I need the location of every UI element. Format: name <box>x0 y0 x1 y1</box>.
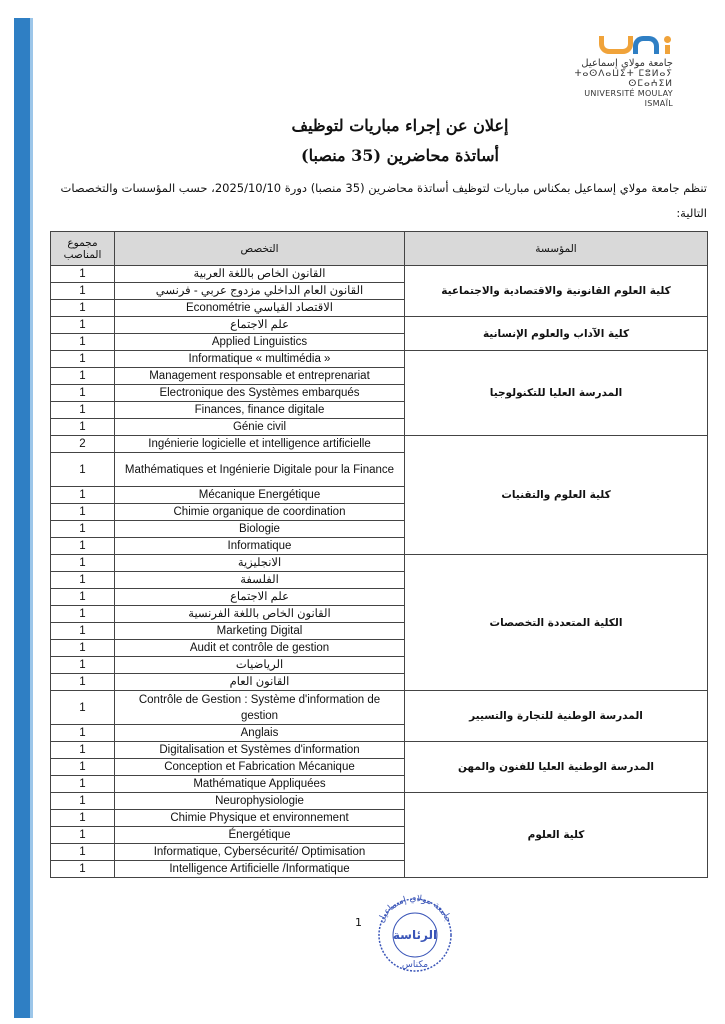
announcement-intro: تنظم جامعة مولاي إسماعيل بمكناس مباريات لتوظيف أساتذة محاضرين (35 منصبا) دورة 2025/10/10، حسب المؤسسات والتخصصات التالية: <box>60 181 707 220</box>
positions-table <box>50 231 708 878</box>
specialty: القانون العام <box>115 674 405 691</box>
institution: كلية العلوم القانونية والاقتصادية والاجتماعية <box>405 266 708 317</box>
specialty: القانون الخاص باللغة الفرنسية <box>115 606 405 623</box>
position-count: 1 <box>51 385 115 402</box>
position-count: 1 <box>51 657 115 674</box>
position-count: 1 <box>51 334 115 351</box>
stamp-center-text: الرئاسة <box>392 928 438 942</box>
position-count: 2 <box>51 436 115 453</box>
specialty: Finances, finance digitale <box>115 402 405 419</box>
specialty: علم الاجتماع <box>115 317 405 334</box>
position-count: 1 <box>51 572 115 589</box>
specialty: القانون العام الداخلي مزدوج عربي - فرنسي <box>115 283 405 300</box>
table-row <box>51 317 708 334</box>
position-count: 1 <box>51 606 115 623</box>
specialty: Anglais <box>115 725 405 742</box>
institution: المدرسة العليا للتكنولوجيا <box>405 351 708 436</box>
specialty: Informatique « multimédia » <box>115 351 405 368</box>
position-count: 1 <box>51 844 115 861</box>
position-count: 1 <box>51 266 115 283</box>
table-row <box>51 742 708 759</box>
institution: كلية الآداب والعلوم الإنسانية <box>405 317 708 351</box>
position-count: 1 <box>51 759 115 776</box>
table-row <box>51 793 708 810</box>
position-count: 1 <box>51 861 115 878</box>
specialty: Mathématiques et Ingénierie Digitale pour la Finance <box>115 453 405 487</box>
left-decorative-bar-light <box>30 18 33 1018</box>
presidency-stamp <box>367 893 463 973</box>
position-count: 1 <box>51 487 115 504</box>
header-specialty: التخصص <box>115 232 405 266</box>
position-count: 1 <box>51 317 115 334</box>
table-header-row <box>51 232 708 266</box>
stamp-bottom-text: مكناس <box>401 960 429 970</box>
specialty: Mécanique Energétique <box>115 487 405 504</box>
specialty: Electronique des Systèmes embarqués <box>115 385 405 402</box>
specialty: Biologie <box>115 521 405 538</box>
position-count: 1 <box>51 419 115 436</box>
table-row <box>51 691 708 725</box>
position-count: 1 <box>51 725 115 742</box>
left-decorative-bar <box>14 18 30 1018</box>
announcement-title: إعلان عن إجراء مباريات لتوظيف <box>291 116 509 135</box>
institution: كلية العلوم <box>405 793 708 878</box>
table-row <box>51 351 708 368</box>
specialty: Marketing Digital <box>115 623 405 640</box>
table-row <box>51 266 708 283</box>
header-count: مجموع المناصب <box>51 232 115 266</box>
specialty: Chimie organique de coordination <box>115 504 405 521</box>
position-count: 1 <box>51 776 115 793</box>
position-count: 1 <box>51 521 115 538</box>
header-institution: المؤسسة <box>405 232 708 266</box>
specialty: الانجليزية <box>115 555 405 572</box>
table-row <box>51 555 708 572</box>
specialty: Informatique <box>115 538 405 555</box>
specialty: الاقتصاد القياسي Econométrie <box>115 300 405 317</box>
institution: المدرسة الوطنية العليا للفنون والمهن <box>405 742 708 793</box>
specialty: علم الاجتماع <box>115 589 405 606</box>
specialty: الرياضيات <box>115 657 405 674</box>
position-count: 1 <box>51 589 115 606</box>
specialty: Génie civil <box>115 419 405 436</box>
position-count: 1 <box>51 538 115 555</box>
specialty: Contrôle de Gestion : Système d'information de gestion <box>115 691 405 725</box>
specialty: Ingénierie logicielle et intelligence artificielle <box>115 436 405 453</box>
position-count: 1 <box>51 504 115 521</box>
position-count: 1 <box>51 283 115 300</box>
specialty: Informatique, Cybersécurité/ Optimisation <box>115 844 405 861</box>
position-count: 1 <box>51 623 115 640</box>
specialty: Intelligence Artificielle /Informatique <box>115 861 405 878</box>
specialty: Applied Linguistics <box>115 334 405 351</box>
stamp-top-text: جامعة مولاي إسماعيل <box>376 893 454 925</box>
position-count: 1 <box>51 402 115 419</box>
specialty: القانون الخاص باللغة العربية <box>115 266 405 283</box>
position-count: 1 <box>51 810 115 827</box>
position-count: 1 <box>51 827 115 844</box>
institution: المدرسة الوطنية للتجارة والتسيير <box>405 691 708 742</box>
position-count: 1 <box>51 691 115 725</box>
institution: الكلية المتعددة التخصصات <box>405 555 708 691</box>
logo-french-name: UNIVERSITÉ MOULAY ISMAÏL <box>584 89 673 108</box>
position-count: 1 <box>51 368 115 385</box>
announcement-subtitle: أساتذة محاضرين (35 منصبا) <box>301 146 499 165</box>
specialty: Mathématique Appliquées <box>115 776 405 793</box>
position-count: 1 <box>51 793 115 810</box>
logo-tifinagh-name: ⵜⴰⵙⴷⴰⵡⵉⵜ ⵎⵓⵍⴰⵢ ⵙⵎⴰⵄⵉⵍ <box>574 69 673 89</box>
umi-logo-mark <box>561 32 673 58</box>
university-logo <box>561 32 673 109</box>
logo-arabic-name: جامعة مولاي إسماعيل <box>581 58 673 69</box>
table-row <box>51 436 708 453</box>
specialty: Management responsable et entreprenariat <box>115 368 405 385</box>
page-number: 1 <box>355 916 362 929</box>
specialty: Audit et contrôle de gestion <box>115 640 405 657</box>
specialty: الفلسفة <box>115 572 405 589</box>
specialty: Neurophysiologie <box>115 793 405 810</box>
specialty: Digitalisation et Systèmes d'information <box>115 742 405 759</box>
specialty: Conception et Fabrication Mécanique <box>115 759 405 776</box>
specialty: Chimie Physique et environnement <box>115 810 405 827</box>
specialty: Énergétique <box>115 827 405 844</box>
position-count: 1 <box>51 300 115 317</box>
position-count: 1 <box>51 453 115 487</box>
position-count: 1 <box>51 674 115 691</box>
position-count: 1 <box>51 742 115 759</box>
position-count: 1 <box>51 351 115 368</box>
position-count: 1 <box>51 555 115 572</box>
position-count: 1 <box>51 640 115 657</box>
institution: كلية العلوم والتقنيات <box>405 436 708 555</box>
